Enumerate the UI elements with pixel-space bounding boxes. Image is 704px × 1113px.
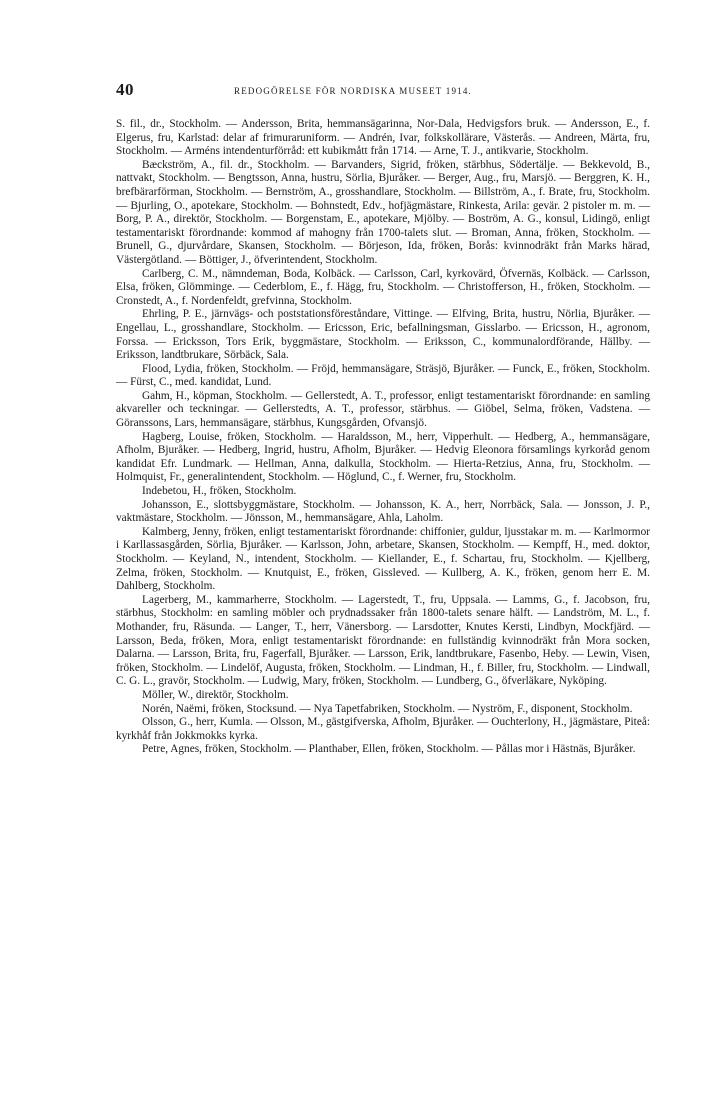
paragraph-k: Kalmberg, Jenny, fröken, enligt testamentariskt förordnande: chiffonier, guldur, ljusstakar m. m. — Karlmormor i Karllassasgården, Sörlia, Bjuråker. — Karlsson, John, arbetare, Skansen, Stockholm. — Kempff, H., med. doktor, Stockholm. — Keyland, N., intendent, Stockholm. — Kiellander, E., f. Schartau, fru, Stockholm. — Kjellberg, Zelma, fröken, Stockholm. — Knutquist, E., fröken, Gissleved. — Kullberg, A. K., fröken, genom herr E. M. Dahlberg, Stockholm.: [116, 525, 650, 593]
running-title: REDOGÖRELSE FÖR NORDISKA MUSEET 1914.: [234, 86, 473, 96]
paragraph-l: Lagerberg, M., kammarherre, Stockholm. — Lagerstedt, T., fru, Uppsala. — Lamms, G., f. Jacobson, fru, stärbhus, Stockholm: en samling möbler och prydnadssaker från 1800-talets senare hälft. — Landström, M. L., f. Mothander, fru, Räsunda. — Langer, T., herr, Vänersborg. — Larsdotter, Knutes Kersti, Lindbyn, Mockfjärd. — Larsson, Beda, fröken, Mora, enligt testamentariskt förordnande: en fullständig kvinnodräkt från Mora socken, Dalarna. — Larsson, Brita, fru, Fagerfall, Bjuråker. — Larsson, Erik, landtbrukare, Fasenbo, Heby. — Lewin, Visen, fröken, Stockholm. — Lindelöf, Augusta, fröken, Stockholm. — Lindman, H., f. Biller, fru, Stockholm. — Lindwall, C. G. L., gravör, Stockholm. — Ludwig, Mary, fröken, Stockholm. — Lundberg, G., öfverläkare, Nyköping.: [116, 593, 650, 688]
paragraph-e: Ehrling, P. E., järnvägs- och poststationsföreståndare, Vittinge. — Elfving, Brita, hustru, Nörlia, Bjuråker. — Engellau, L., grosshandlare, Stockholm. — Ericsson, Eric, befallningsman, Gisslarbo. — Ericsson, H., agronom, Forssa. — Ericksson, Tors Erik, byggmästare, Stockholm. — Eriksson, C., kommunalordförande, Hällby. — Eriksson, landtbrukare, Sörbäck, Sala.: [116, 308, 650, 362]
paragraph-b: Bæckström, A., fil. dr., Stockholm. — Barvanders, Sigrid, fröken, stärbhus, Södertälje. — Bekkevold, B., nattvakt, Stockholm. — Bengtsson, Anna, hustru, Sörlia, Bjuråker. — Berger, Aug., fru, Marsjö. — Berggren, K. H., brefbärarförman, Stockholm. — Bernström, A., grosshandlare, Stockholm. — Billström, A., f. Brate, fru, Stockholm. — Bjurling, O., apotekare, Stockholm. — Bohnstedt, Edv., hofjägmästare, Rinkesta, Arila: gevär. 2 pistoler m. m. — Borg, P. A., direktör, Stockholm. — Borgenstam, E., apotekare, Mjölby. — Boström, A. G., konsul, Lidingö, enligt testamentariskt förordnande: kommod af mahogny från 1700-talets slut. — Broman, Anna, fröken, Stockholm. — Brunell, G., djurvårdare, Skansen, Stockholm. — Börjeson, Ida, fröken, Borås: kvinnodräkt från Marks härad, Västergötland. — Böttiger, J., öfverintendent, Stockholm.: [116, 158, 650, 266]
paragraph-j: Johansson, E., slottsbyggmästare, Stockholm. — Johansson, K. A., herr, Norrbäck, Sala. — Jonsson, J. P., vaktmästare, Stockholm. — Jönsson, M., hemmansägare, Ahla, Laholm.: [116, 498, 650, 525]
page-number: 40: [116, 80, 134, 99]
donor-list: [116, 118, 650, 757]
paragraph-o: Olsson, G., herr, Kumla. — Olsson, M., gästgifverska, Afholm, Bjuråker. — Ouchterlony, H., jägmästare, Piteå: kyrkhåf från Jokkmokks kyrka.: [116, 716, 650, 742]
page-header: [116, 80, 648, 100]
paragraph-p: Petre, Agnes, fröken, Stockholm. — Planthaber, Ellen, fröken, Stockholm. — Pållas mor i Hästnäs, Bjuråker.: [142, 743, 636, 756]
paragraph-h: Hagberg, Louise, fröken, Stockholm. — Haraldsson, M., herr, Vipperhult. — Hedberg, A., hemmansägare, Afholm, Bjuråker. — Hedberg, Ingrid, hustru, Afholm, Bjuråker. — Hedvig Eleonora församlings kyrkoråd genom kandidat Efr. Lundmark. — Hellman, Anna, dalkulla, Stockholm. — Hierta-Retzius, Anna, fru, Stockholm. — Holmquist, Fr., generalintendent, Stockholm. — Höglund, C., f. Werner, fru, Stockholm.: [116, 430, 650, 484]
paragraph-g: Gahm, H., köpman, Stockholm. — Gellerstedt, A. T., professor, enligt testamentariskt förordnande: en samling akvareller och teckningar. — Gellerstedts, A. T., professor, stärbhus. — Giöbel, Selma, fröken, Vadstena. — Göranssons, Lars, hemmansägare, stärbhus, Kungsgården, Ofvansjö.: [116, 389, 650, 430]
paragraph-f: Flood, Lydia, fröken, Stockholm. — Fröjd, hemmansägare, Sträsjö, Bjuråker. — Funck, E., fröken, Stockholm. — Fürst, C., med. kandidat, Lund.: [116, 362, 650, 389]
paragraph-m: Möller, W., direktör, Stockholm.: [142, 688, 289, 701]
paragraph-n: Norén, Naëmi, fröken, Stocksund. — Nya Tapetfabriken, Stockholm. — Nyström, F., disponent, Stockholm.: [142, 702, 633, 715]
paragraph-i: Indebetou, H., fröken, Stockholm.: [142, 485, 297, 498]
paragraph-c: Carlberg, C. M., nämndeman, Boda, Kolbäck. — Carlsson, Carl, kyrkovärd, Öfvernäs, Kolbäck. — Carlsson, Elsa, fröken, Glömminge. — Cederblom, E., f. Hägg, fru, Stockholm. — Christofferson, H., fröken, Stockholm. — Cronstedt, A., f. Nordenfeldt, grefvinna, Stockholm.: [116, 267, 650, 307]
paragraph-a-continued: S. fil., dr., Stockholm. — Andersson, Brita, hemmansägarinna, Nor-Dala, Hedvigsfors bruk. — Andersson, E., f. Elgerus, fru, Karlstad: delar af frimuraruniform. — Andrén, Ivar, folkskollärare, Västerås. — Andreen, Märta, fru, Stockholm. — Arméns intendenturförråd: ett kubikmått från 1714. — Arne, T. J., antikvarie, Stockholm.: [116, 118, 650, 158]
